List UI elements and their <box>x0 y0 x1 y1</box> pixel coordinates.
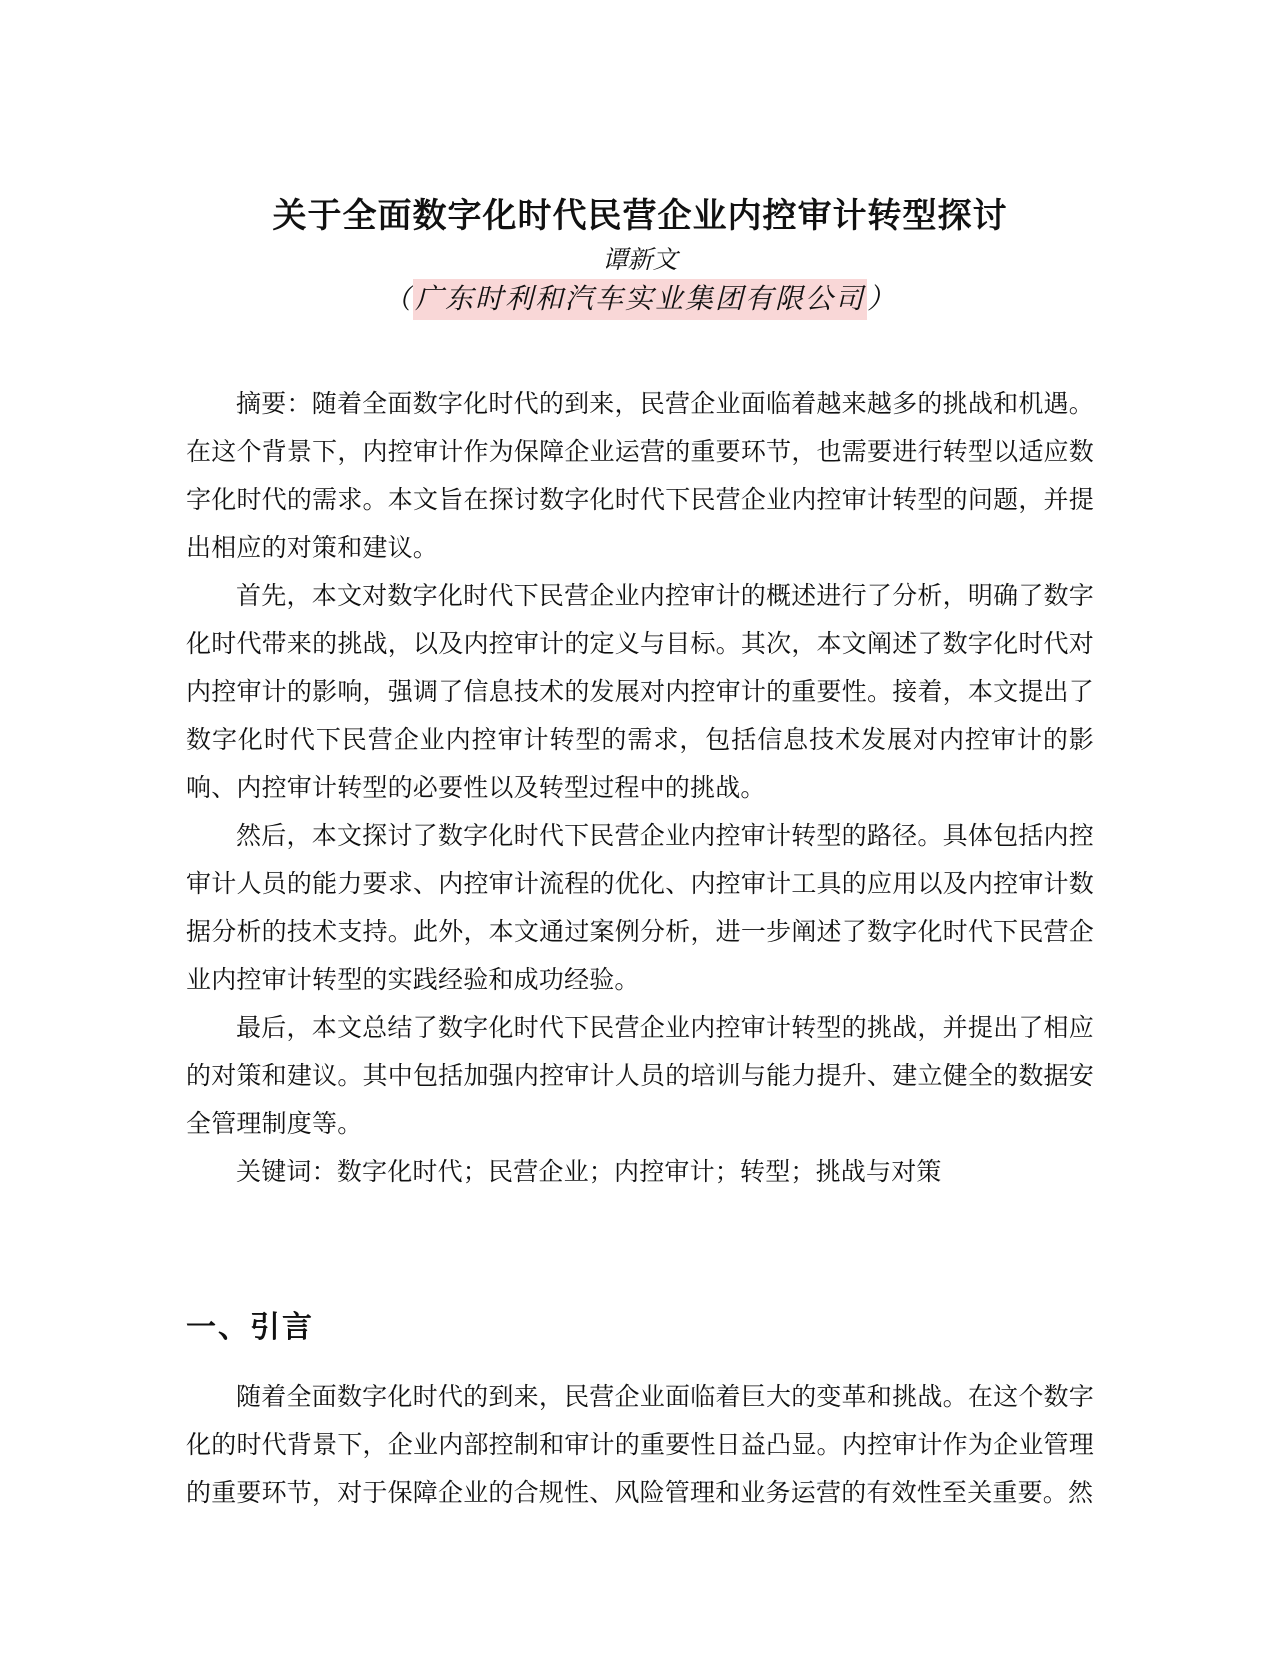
abstract-section <box>186 381 1094 1197</box>
paper-title: 关于全面数字化时代民营企业内控审计转型探讨 <box>272 198 1008 235</box>
section-heading-introduction: 一、引言 <box>186 1311 314 1344</box>
abstract-paragraph-2: 首先，本文对数字化时代下民营企业内控审计的概述进行了分析，明确了数字化时代带来的挑战，以及内控审计的定义与目标。其次，本文阐述了数字化时代对内控审计的影响，强调了信息技术的发展对内控审计的重要性。接着，本文提出了数字化时代下民营企业内控审计转型的需求，包括信息技术发展对内控审计的影响、内控审计转型的必要性以及转型过程中的挑战。 <box>186 583 1094 802</box>
abstract-paragraph-3: 然后，本文探讨了数字化时代下民营企业内控审计转型的路径。具体包括内控审计人员的能力要求、内控审计流程的优化、内控审计工具的应用以及内控审计数据分析的技术支持。此外，本文通过案例分析，进一步阐述了数字化时代下民营企业内控审计转型的实践经验和成功经验。 <box>186 823 1094 994</box>
affiliation-line <box>186 278 1094 322</box>
keywords-line: 关键词：数字化时代；民营企业；内控审计；转型；挑战与对策 <box>236 1159 942 1186</box>
abstract-paragraph-4: 最后，本文总结了数字化时代下民营企业内控审计转型的挑战，并提出了相应的对策和建议。其中包括加强内控审计人员的培训与能力提升、建立健全的数据安全管理制度等。 <box>186 1015 1094 1138</box>
author-name: 谭新文 <box>602 247 678 274</box>
introduction-paragraph: 随着全面数字化时代的到来，民营企业面临着巨大的变革和挑战。在这个数字化的时代背景下，企业内部控制和审计的重要性日益凸显。内控审计作为企业管理的重要环节，对于保障企业的合规性、风险管理和业务运营的有效性至关重要。然 <box>186 1384 1094 1507</box>
abstract-paragraph-1: 摘要：随着全面数字化时代的到来，民营企业面临着越来越多的挑战和机遇。在这个背景下，内控审计作为保障企业运营的重要环节，也需要进行转型以适应数字化时代的需求。本文旨在探讨数字化时代下民营企业内控审计转型的问题，并提出相应的对策和建议。 <box>186 391 1094 562</box>
affiliation-company-highlight: 广东时利和汽车实业集团有限公司 <box>413 279 867 320</box>
affiliation-close-paren: ） <box>867 284 898 315</box>
affiliation-open-paren: （ <box>382 284 413 315</box>
